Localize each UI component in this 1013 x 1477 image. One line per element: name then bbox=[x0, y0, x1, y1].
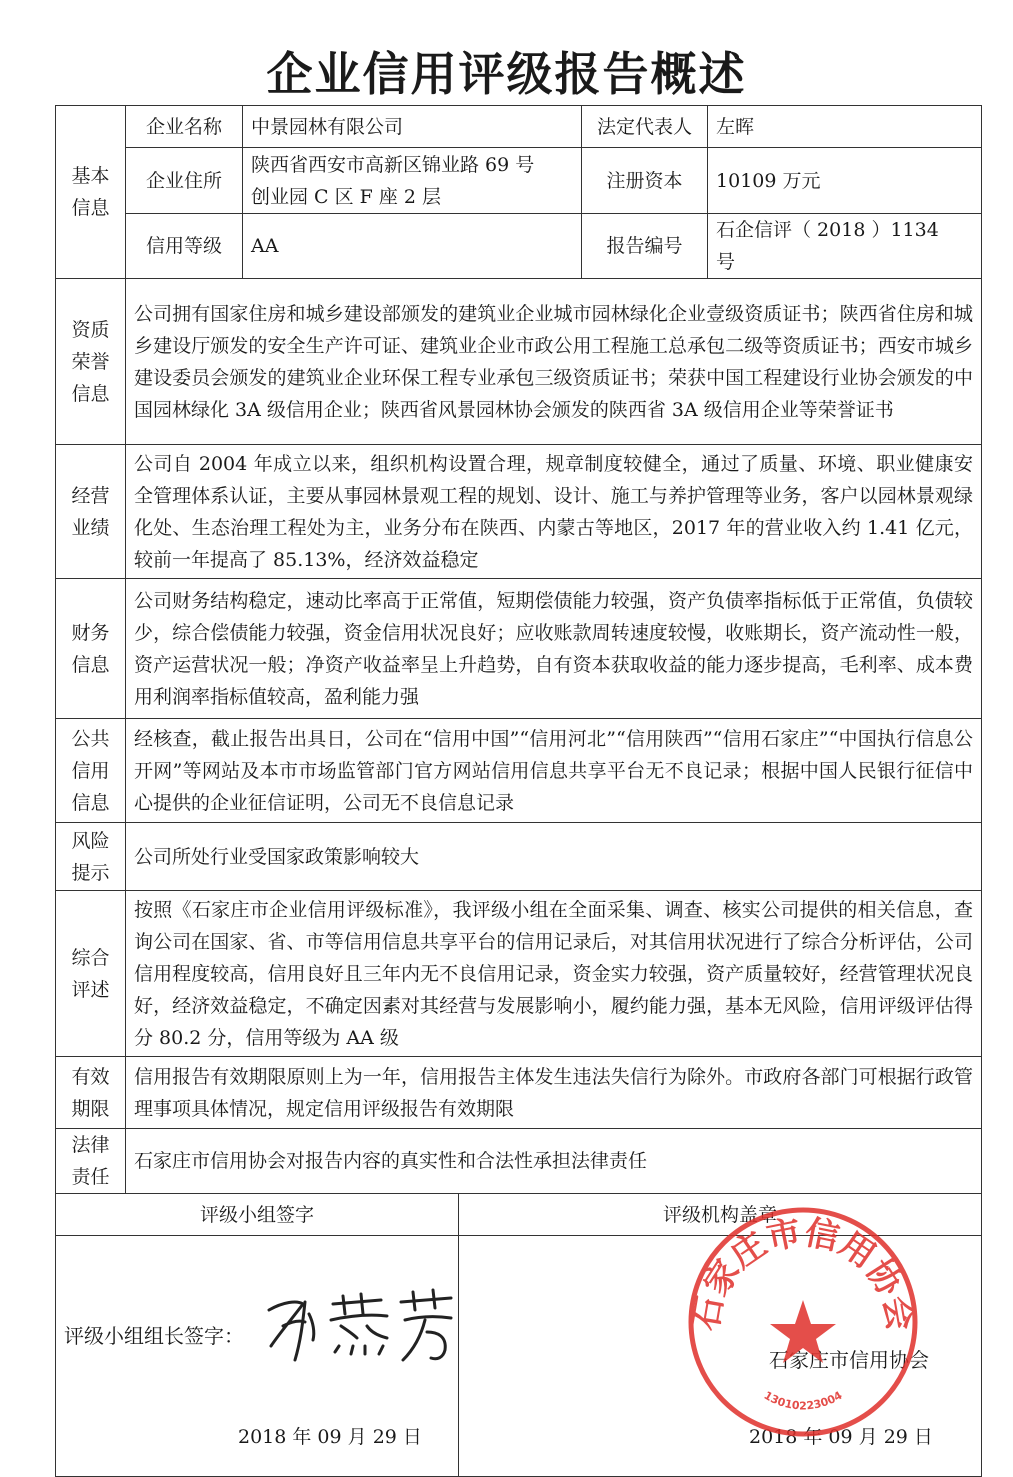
validity-category bbox=[56, 1057, 126, 1129]
team-sign-date: 2018 年 09 月 29 日 bbox=[238, 1426, 422, 1448]
legal-text: 石家庄市信用协会对报告内容的真实性和合法性承担法律责任 bbox=[126, 1129, 982, 1194]
red-seal-icon bbox=[683, 1202, 923, 1442]
legal-row bbox=[56, 1129, 982, 1194]
leader-signature bbox=[261, 1280, 461, 1380]
category-line: 信息 bbox=[71, 791, 110, 814]
category-line: 经营 bbox=[71, 484, 110, 507]
category-line: 有效 bbox=[71, 1065, 110, 1088]
legal-rep-label: 法定代表人 bbox=[582, 106, 708, 148]
category-line: 责任 bbox=[71, 1166, 110, 1188]
public-credit-row bbox=[56, 719, 982, 823]
category-line: 综合 bbox=[71, 946, 110, 969]
page-title: 企业信用评级报告概述 bbox=[266, 47, 747, 101]
org-name: 石家庄市信用协会 bbox=[769, 1348, 929, 1372]
address-line-2: 创业园 C 区 F 座 2 层 bbox=[251, 185, 442, 208]
category-line: 业绩 bbox=[71, 516, 110, 539]
grade-label: 信用等级 bbox=[126, 214, 243, 279]
seal-star-icon bbox=[770, 1300, 836, 1363]
qualification-text: 公司拥有国家住房和城乡建设部颁发的建筑业企业城市园林绿化企业壹级资质证书；陕西省住房和城乡建设厅颁发的安全生产许可证、建筑业企业市政公用工程施工总承包二级等资质证书；西安市城乡建设委员会颁发的建筑业企业环保工程专业承包三级资质证书；荣获中国工程建设行业协会颁发的中国园林绿化 3A 级信用企业；陕西省风景园林协会颁发的陕西省 3A 级信用企业等荣誉证书 bbox=[126, 279, 982, 445]
performance-row bbox=[56, 445, 982, 579]
category-line: 信用 bbox=[71, 759, 110, 782]
category-line: 信息 bbox=[71, 197, 110, 219]
report-no-label: 报告编号 bbox=[582, 214, 708, 279]
category-line: 荣誉 bbox=[71, 350, 110, 373]
category-line: 评述 bbox=[71, 978, 110, 1001]
category-line: 期限 bbox=[71, 1097, 110, 1120]
report-no-value bbox=[708, 214, 982, 279]
validity-text: 信用报告有效期限原则上为一年，信用报告主体发生违法失信行为除外。市政府各部门可根据行政管理事项具体情况，规定信用评级报告有效期限 bbox=[126, 1057, 982, 1129]
address-label: 企业住所 bbox=[126, 148, 243, 214]
company-name-value: 中景园林有限公司 bbox=[243, 106, 582, 148]
category-line: 风险 bbox=[71, 829, 110, 852]
public-credit-text: 经核查，截止报告出具日，公司在“信用中国”“信用河北”“信用陕西”“信用石家庄”“中国执行信息公开网”等网站及本市市场监管部门官方网站信用信息共享平台无不良记录；根据中国人民银行征信中心提供的企业征信证明，公司无不良信息记录 bbox=[126, 719, 982, 823]
finance-row bbox=[56, 579, 982, 719]
handwritten-signature-icon bbox=[261, 1280, 461, 1370]
sign-row bbox=[56, 1236, 982, 1477]
public-credit-category bbox=[56, 719, 126, 823]
org-seal-header: 评级机构盖章 bbox=[459, 1194, 982, 1236]
team-sign-header: 评级小组签字 bbox=[56, 1194, 459, 1236]
grade-value: AA bbox=[243, 214, 582, 279]
category-line: 信息 bbox=[71, 382, 110, 405]
official-seal bbox=[683, 1202, 923, 1452]
capital-label: 注册资本 bbox=[582, 148, 708, 214]
basic-info-category bbox=[56, 106, 126, 279]
legal-rep-value: 左晖 bbox=[708, 106, 982, 148]
finance-category bbox=[56, 579, 126, 719]
company-name-label: 企业名称 bbox=[126, 106, 243, 148]
category-line: 财务 bbox=[71, 621, 110, 644]
summary-row bbox=[56, 891, 982, 1057]
performance-text: 公司自 2004 年成立以来，组织机构设置合理，规章制度较健全，通过了质量、环境、职业健康安全管理体系认证，主要从事园林景观工程的规划、设计、施工与养护管理等业务，客户以园林景观绿化处、生态治理工程处为主，业务分布在陕西、内蒙古等地区，2017 年的营业收入约 1.41 亿元，较前一年提高了 85.13%，经济效益稳定 bbox=[126, 445, 982, 579]
risk-row bbox=[56, 823, 982, 891]
performance-category bbox=[56, 445, 126, 579]
summary-text: 按照《石家庄市企业信用评级标准》，我评级小组在全面采集、调查、核实公司提供的相关信息，查询公司在国家、省、市等信用信息共享平台的信用记录后，对其信用状况进行了综合分析评估，公司信用程度较高，信用良好且三年内无不良信用记录，资金实力较强，资产质量较好，经营管理状况良好，经济效益稳定，不确定因素对其经营与发展影响小，履约能力强，基本无风险，信用评级评估得分 80.2 分，信用等级为 AA 级 bbox=[126, 891, 982, 1057]
validity-row bbox=[56, 1057, 982, 1129]
grade-row bbox=[56, 214, 982, 279]
category-line: 资质 bbox=[71, 318, 110, 341]
team-sign-cell bbox=[56, 1236, 459, 1477]
address-value bbox=[243, 148, 582, 214]
category-line: 法律 bbox=[71, 1134, 110, 1156]
capital-value: 10109 万元 bbox=[708, 148, 982, 214]
risk-text: 公司所处行业受国家政策影响较大 bbox=[126, 823, 982, 891]
qualification-category bbox=[56, 279, 126, 445]
report-table bbox=[55, 105, 982, 1477]
report-no-line-2: 号 bbox=[716, 251, 736, 273]
org-seal-date: 2018 年 09 月 29 日 bbox=[749, 1426, 933, 1448]
legal-category bbox=[56, 1129, 126, 1194]
category-line: 提示 bbox=[71, 861, 110, 884]
company-name-row bbox=[56, 106, 982, 148]
summary-category bbox=[56, 891, 126, 1057]
category-line: 公共 bbox=[71, 727, 110, 750]
seal-number: 13010223004 bbox=[761, 1388, 845, 1413]
address-row bbox=[56, 148, 982, 214]
seal-text: 石家庄市信用协会 bbox=[685, 1212, 921, 1334]
leader-sign-label: 评级小组组长签字： bbox=[64, 1324, 244, 1348]
report-no-line-1: 石企信评（ 2018 ）1134 bbox=[716, 219, 939, 241]
category-line: 信息 bbox=[71, 653, 110, 676]
address-line-1: 陕西省西安市高新区锦业路 69 号 bbox=[251, 153, 535, 176]
qualification-row bbox=[56, 279, 982, 445]
risk-category bbox=[56, 823, 126, 891]
category-line: 基本 bbox=[71, 165, 110, 187]
finance-text: 公司财务结构稳定，速动比率高于正常值，短期偿债能力较强，资产负债率指标低于正常值，负债较少，综合偿债能力较强，资金信用状况良好；应收账款周转速度较慢，收账期长，资产流动性一般，资产运营状况一般；净资产收益率呈上升趋势，自有资本获取收益的能力逐步提高，毛利率、成本费用利润率指标值较高，盈利能力强 bbox=[126, 579, 982, 719]
